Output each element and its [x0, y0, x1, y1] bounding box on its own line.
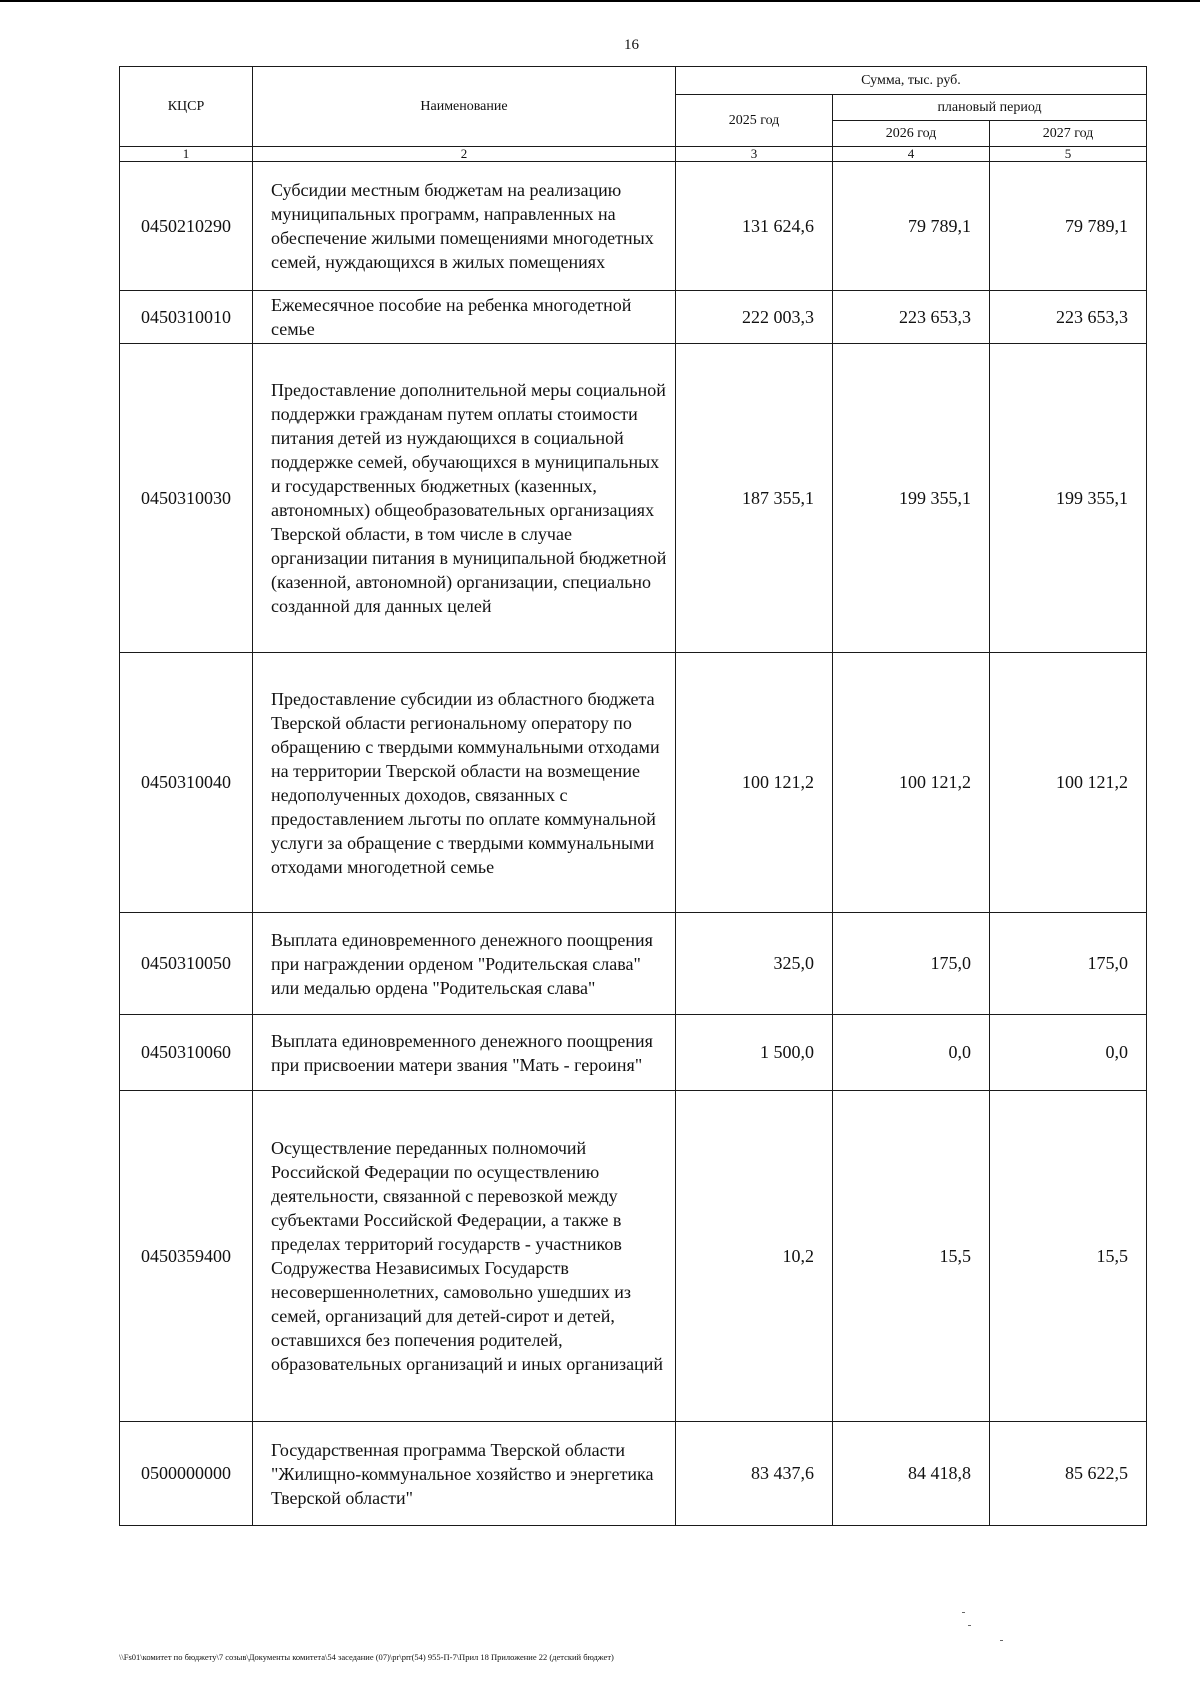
row-amount-2027: 175,0	[990, 913, 1147, 1015]
row-code: 0450310050	[120, 913, 253, 1015]
row-amount-2026: 223 653,3	[833, 291, 990, 344]
row-code: 0500000000	[120, 1422, 253, 1526]
row-amount-2025: 222 003,3	[676, 291, 833, 344]
table-row	[120, 291, 1147, 344]
column-number: 3	[676, 147, 833, 162]
row-amount-2026: 175,0	[833, 913, 990, 1015]
row-amount-2026: 199 355,1	[833, 344, 990, 653]
row-amount-2027: 85 622,5	[990, 1422, 1147, 1526]
row-amount-2026: 0,0	[833, 1015, 990, 1091]
scan-speck	[962, 1612, 965, 1613]
row-name: Предоставление субсидии из областного бюджета Тверской области региональному оператору по обращению с твердыми коммунальными отходами на территории Тверской области на возмещение недополученных доходов, связанных с предоставлением льготы по оплате коммунальной услуги за обращение с твердыми коммунальными отходами многодетной семье	[253, 653, 676, 913]
header-year-2027: 2027 год	[990, 121, 1147, 147]
row-code: 0450310040	[120, 653, 253, 913]
row-amount-2025: 187 355,1	[676, 344, 833, 653]
scan-speck	[1000, 1640, 1003, 1641]
row-code: 0450359400	[120, 1091, 253, 1422]
header-code: КЦСР	[120, 67, 253, 147]
budget-table	[119, 66, 1147, 1526]
row-name: Субсидии местным бюджетам на реализацию муниципальных программ, направленных на обеспечение жилыми помещениями многодетных семей, нуждающихся в жилых помещениях	[253, 162, 676, 291]
table-row-program-total	[120, 1422, 1147, 1526]
column-number: 2	[253, 147, 676, 162]
header-name: Наименование	[253, 67, 676, 147]
row-code: 0450310010	[120, 291, 253, 344]
row-amount-2027: 0,0	[990, 1015, 1147, 1091]
row-name: Выплата единовременного денежного поощрения при присвоении матери звания "Мать - героиня"	[253, 1015, 676, 1091]
row-amount-2025: 1 500,0	[676, 1015, 833, 1091]
header-year-2026: 2026 год	[833, 121, 990, 147]
row-amount-2025: 10,2	[676, 1091, 833, 1422]
row-amount-2025: 83 437,6	[676, 1422, 833, 1526]
row-amount-2025: 100 121,2	[676, 653, 833, 913]
table-row	[120, 653, 1147, 913]
row-name: Предоставление дополнительной меры социальной поддержки гражданам путем оплаты стоимости питания детей из нуждающихся в социальной поддержке семей, обучающихся в муниципальных и государственных бюджетных (казенных, автономных) общеобразовательных организациях Тверской области, в том числе в случае организации питания в муниципальной бюджетной (казенной, автономной) организации, специально созданной для данных целей	[253, 344, 676, 653]
table-row	[120, 913, 1147, 1015]
table-row	[120, 162, 1147, 291]
table-row	[120, 344, 1147, 653]
page-number: 16	[624, 37, 639, 53]
row-amount-2026: 79 789,1	[833, 162, 990, 291]
row-amount-2026: 15,5	[833, 1091, 990, 1422]
row-amount-2027: 100 121,2	[990, 653, 1147, 913]
row-amount-2026: 100 121,2	[833, 653, 990, 913]
row-code: 0450310060	[120, 1015, 253, 1091]
table-row	[120, 1015, 1147, 1091]
row-amount-2027: 15,5	[990, 1091, 1147, 1422]
table-row	[120, 1091, 1147, 1422]
column-number: 5	[990, 147, 1147, 162]
scan-border-line	[0, 0, 1200, 2]
scan-speck	[968, 1625, 971, 1626]
column-number-row	[120, 147, 1147, 162]
header-planning-period: плановый период	[833, 95, 1147, 121]
row-amount-2025: 325,0	[676, 913, 833, 1015]
header-year-2025: 2025 год	[676, 95, 833, 147]
row-name: Государственная программа Тверской области "Жилищно-коммунальное хозяйство и энергетика Тверской области"	[253, 1422, 676, 1526]
footer-file-path: \\Fs01\комитет по бюджету\7 созыв\Документы комитета\54 заседание (07)\pr\prr(54) 955-П-7\Прил 18 Приложение 22 (детский бюджет)	[119, 1652, 614, 1662]
row-amount-2027: 79 789,1	[990, 162, 1147, 291]
column-number: 4	[833, 147, 990, 162]
row-name: Выплата единовременного денежного поощрения при награждении орденом "Родительская слава" или медалью ордена "Родительская слава"	[253, 913, 676, 1015]
row-amount-2027: 199 355,1	[990, 344, 1147, 653]
row-code: 0450310030	[120, 344, 253, 653]
row-name: Осуществление переданных полномочий Российской Федерации по осуществлению деятельности, связанной с перевозкой между субъектами Российской Федерации, а также в пределах территорий государств - участников Содружества Независимых Государств несовершеннолетних, самовольно ушедших из семей, организаций для детей-сирот и детей, оставшихся без попечения родителей, образовательных организаций и иных организаций	[253, 1091, 676, 1422]
row-amount-2025: 131 624,6	[676, 162, 833, 291]
row-amount-2026: 84 418,8	[833, 1422, 990, 1526]
header-sum: Сумма, тыс. руб.	[676, 67, 1147, 95]
row-amount-2027: 223 653,3	[990, 291, 1147, 344]
row-code: 0450210290	[120, 162, 253, 291]
row-name: Ежемесячное пособие на ребенка многодетной семье	[253, 291, 676, 344]
column-number: 1	[120, 147, 253, 162]
